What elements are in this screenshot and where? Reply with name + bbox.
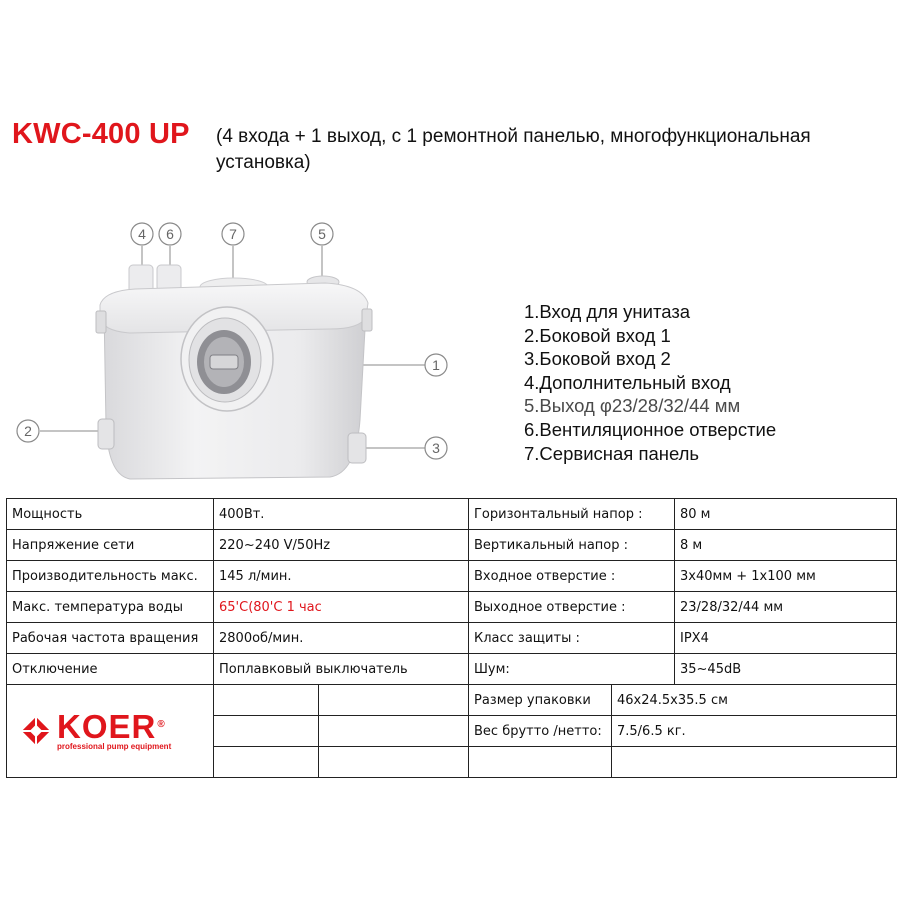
table-row bbox=[7, 623, 897, 654]
callout-4: 4 bbox=[138, 226, 146, 242]
table-row bbox=[7, 499, 897, 530]
spec-label: Производительность макс. bbox=[7, 561, 214, 592]
spec-value: 7.5/6.5 кг. bbox=[612, 716, 897, 747]
empty-cell bbox=[319, 716, 469, 747]
callout-6: 6 bbox=[166, 226, 174, 242]
spec-label: Горизонтальный напор : bbox=[469, 499, 675, 530]
model-subtitle: (4 входа + 1 выход, с 1 ремонтной панелью, многофункциональная установка) bbox=[216, 126, 811, 173]
spec-value: 3х40мм + 1х100 мм bbox=[675, 561, 897, 592]
legend-item: 6.Вентиляционное отверстие bbox=[524, 418, 777, 440]
spec-label: Размер упаковки bbox=[469, 685, 612, 716]
spec-label: Вертикальный напор : bbox=[469, 530, 675, 561]
spec-label: Макс. температура воды bbox=[7, 592, 214, 623]
product-illustration bbox=[0, 205, 460, 495]
koer-diamond-logo-icon bbox=[19, 714, 53, 748]
brand-logo bbox=[7, 707, 213, 751]
spec-label: Класс защиты : bbox=[469, 623, 675, 654]
spec-label: Выходное отверстие : bbox=[469, 592, 675, 623]
table-row bbox=[7, 654, 897, 685]
spec-label: Рабочая частота вращения bbox=[7, 623, 214, 654]
legend-item: 7.Сервисная панель bbox=[524, 442, 700, 464]
brand-logo-cell bbox=[7, 685, 214, 778]
parts-legend bbox=[524, 300, 776, 465]
brand-tagline: professional pump equipment bbox=[57, 741, 172, 751]
empty-cell bbox=[319, 747, 469, 778]
table-row bbox=[7, 592, 897, 623]
spec-label: Отключение bbox=[7, 654, 214, 685]
legend-item: 3.Боковой вход 2 bbox=[524, 348, 671, 370]
specs-table bbox=[6, 498, 897, 778]
spec-value: 2800об/мин. bbox=[214, 623, 469, 654]
legend-item: 2.Боковой вход 1 bbox=[524, 324, 671, 346]
table-row bbox=[7, 530, 897, 561]
empty-cell bbox=[214, 716, 319, 747]
empty-cell bbox=[612, 747, 897, 778]
spec-value: 65'C(80'C 1 час bbox=[214, 592, 469, 623]
spec-value: Поплавковый выключатель bbox=[214, 654, 469, 685]
model-title: KWC-400 UP bbox=[12, 118, 190, 150]
legend-item: 5.Выход φ23/28/32/44 мм bbox=[524, 395, 741, 417]
callout-7: 7 bbox=[229, 226, 237, 242]
callout-2: 2 bbox=[24, 423, 32, 439]
table-row bbox=[7, 685, 897, 716]
empty-cell bbox=[214, 685, 319, 716]
spec-value: 8 м bbox=[675, 530, 897, 561]
spec-label: Шум: bbox=[469, 654, 675, 685]
spec-value: 220~240 V/50Hz bbox=[214, 530, 469, 561]
spec-label: Вес брутто /нетто: bbox=[469, 716, 612, 747]
callout-5: 5 bbox=[318, 226, 326, 242]
brand-name: KOER® bbox=[57, 707, 166, 745]
spec-value: 46x24.5x35.5 см bbox=[612, 685, 897, 716]
spec-label: Входное отверстие : bbox=[469, 561, 675, 592]
spec-value: 145 л/мин. bbox=[214, 561, 469, 592]
spec-label: Мощность bbox=[7, 499, 214, 530]
empty-cell bbox=[319, 685, 469, 716]
legend-item: 1.Вход для унитаза bbox=[524, 301, 691, 322]
empty-cell bbox=[214, 747, 319, 778]
spec-value: 400Вт. bbox=[214, 499, 469, 530]
legend-item: 4.Дополнительный вход bbox=[524, 371, 731, 393]
empty-cell bbox=[469, 747, 612, 778]
spec-value: IPX4 bbox=[675, 623, 897, 654]
spec-value: 35~45dB bbox=[675, 654, 897, 685]
callout-3: 3 bbox=[432, 440, 440, 456]
spec-value: 80 м bbox=[675, 499, 897, 530]
spec-value: 23/28/32/44 мм bbox=[675, 592, 897, 623]
callout-1: 1 bbox=[432, 357, 440, 373]
table-row bbox=[7, 561, 897, 592]
spec-label: Напряжение сети bbox=[7, 530, 214, 561]
